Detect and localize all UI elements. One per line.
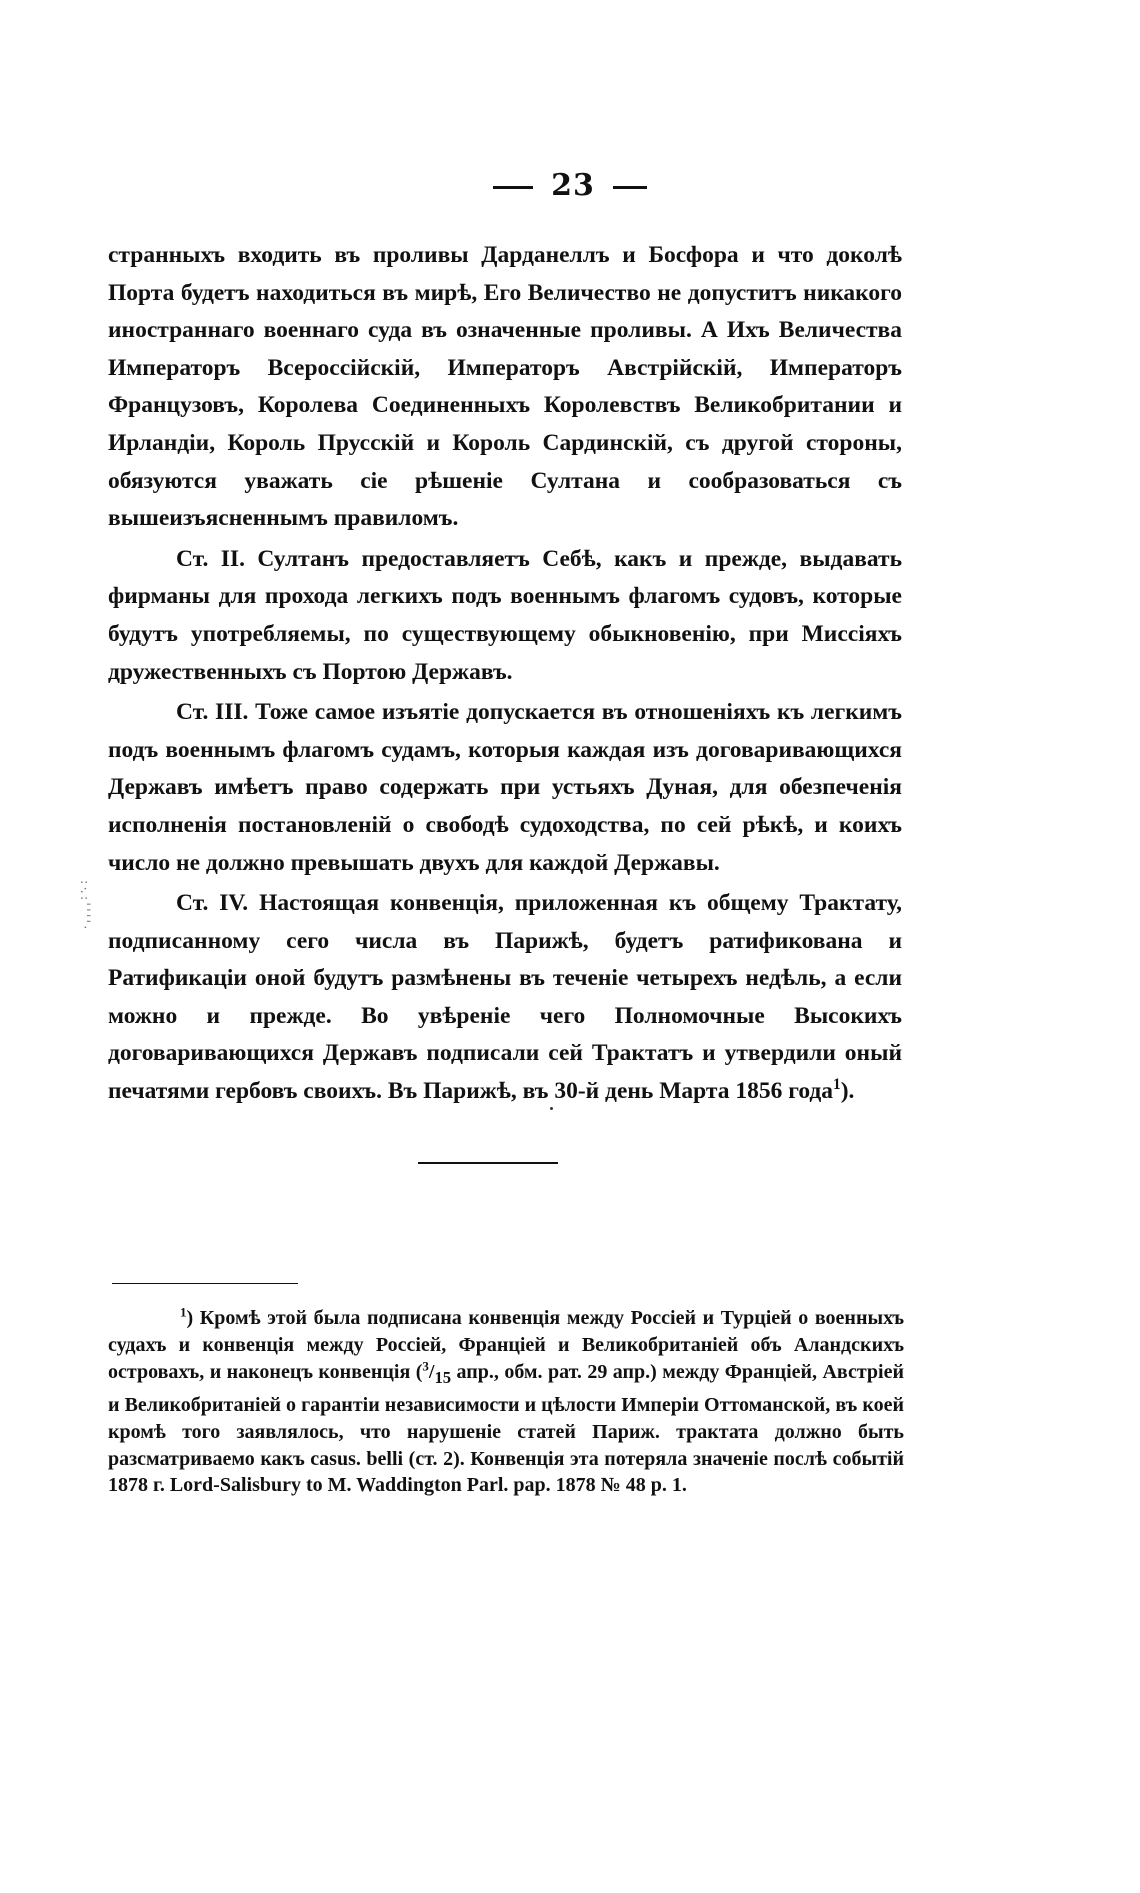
header-dash-left [493, 186, 533, 189]
footnote-fraction-numerator: 3 [422, 1358, 429, 1374]
page-number: 23 [551, 168, 595, 203]
article-2: Ст. II. Султанъ предоставляетъ Себѣ, какъ и прежде, выдавать фирманы для прохода легкихъ подъ военнымъ флагомъ судовъ, которые будутъ употребляемы, по существующему обыкновенію, при Миссіяхъ дружественныхъ съ Портою Державъ. [108, 545, 902, 685]
article-4-end: ). [840, 1078, 855, 1105]
footnote [108, 1305, 904, 1499]
margin-pencil-mark: : ·. : ' ' ' ' · [77, 880, 92, 929]
article-3: Ст. III. Тоже самое изъятіе допускается въ отношеніяхъ къ легкимъ подъ военнымъ флагомъ судамъ, которыя каждая изъ договаривающихся Державъ имѣетъ право содержать при устьяхъ Дуная, для обезпеченія исполненія постановленій о свободѣ судоходства, по сей рѣкѣ, и коихъ число не должно превышать двухъ для каждой Державы. [108, 699, 902, 876]
footnote-paragraph: $^1$) Кромѣ этой была подписана конвенція между Россіей и Турціей о военныхъ судахъ и конвенція между Россіей, Франціей и Великобританіей объ Аландскихъ островахъ, и наконецъ конвенція ($^3/_{15}$ апр., обм. рат. 29 апр.) между Франціей, Австріей и Великобританіей о гарантіи независимости и цѣлости Имперіи Оттоманской, въ коей кромѣ того заявлялось, что нарушеніе статей Париж. трактата должно быть разсматриваемо какъ casus. belli (ст. 2). Конвенція эта потеряла значеніе послѣ событій 1878 г. Lord-Salisbury to M. Waddington Parl. pap. 1878 № 48 p. 1. [108, 1304, 904, 1497]
footnote-text-part-1: Кромѣ этой была подписана конвенція между Россіей и Турціей о военныхъ судахъ и конвенція между Россіей, Франціей и Великобританіей объ Аландскихъ островахъ, и наконецъ конвенція ( [108, 1307, 904, 1383]
article-4 [108, 885, 902, 1111]
page-number-header [0, 168, 1140, 203]
footnote-separator [112, 1283, 298, 1284]
footnote-fraction-denominator: 15 [434, 1367, 452, 1387]
paragraph-continuation: странныхъ входить въ проливы Дарданеллъ и Босфора и что доколѣ Порта будетъ находиться въ мирѣ, Его Величество не допуститъ никакого иностраннаго военнаго суда въ означенные проливы. А Ихъ Величества Императоръ Всероссійскій, Императоръ Австрійскій, Императоръ Французовъ, Королева Соединенныхъ Королевствъ Великобритании и Ирландіи, Король Прусскій и Король Сардинскій, съ другой стороны, обязуются уважать сіе рѣшеніе Султана и сообразоваться съ вышеизъясненнымъ правиломъ. [108, 242, 902, 532]
footnote-marker-close: ) [186, 1307, 194, 1329]
article-4-text: Ст. IV. Настоящая конвенція, приложенная къ общему Трактату, подписанному сего числа въ Парижѣ, будетъ ратификована и Ратификаціи оной будутъ размѣнены въ теченіе четырехъ недѣль, а если можно и прежде. Во увѣреніе чего Полномочные Высокихъ договаривающихся Державъ подписали сей Трактатъ и утвердили оный печатями гербовъ своихъ. Въ Парижѣ, въ 30-й день Марта 1856 года [108, 890, 902, 1105]
header-dash-right [613, 186, 647, 189]
footnote-reference: 1 [833, 1076, 841, 1094]
print-speck [550, 1107, 553, 1110]
footnote-marker: 1 [180, 1304, 187, 1320]
footnote-text-part-2: апр., обм. рат. 29 апр.) между Франціей, Австріей и Великобританіей о гарантіи независимости и цѣлости Имперіи Оттоманской, въ коей кромѣ того заявлялось, что нарушеніе статей Париж. трактата должно быть разсматриваемо какъ casus. belli (ст. 2). Конвенція эта потеряла значеніе послѣ событій 1878 г. Lord-Salisbury to M. Waddington Parl. pap. 1878 № 48 p. 1. [108, 1360, 904, 1497]
section-end-rule [418, 1162, 558, 1164]
main-text [108, 237, 902, 1111]
